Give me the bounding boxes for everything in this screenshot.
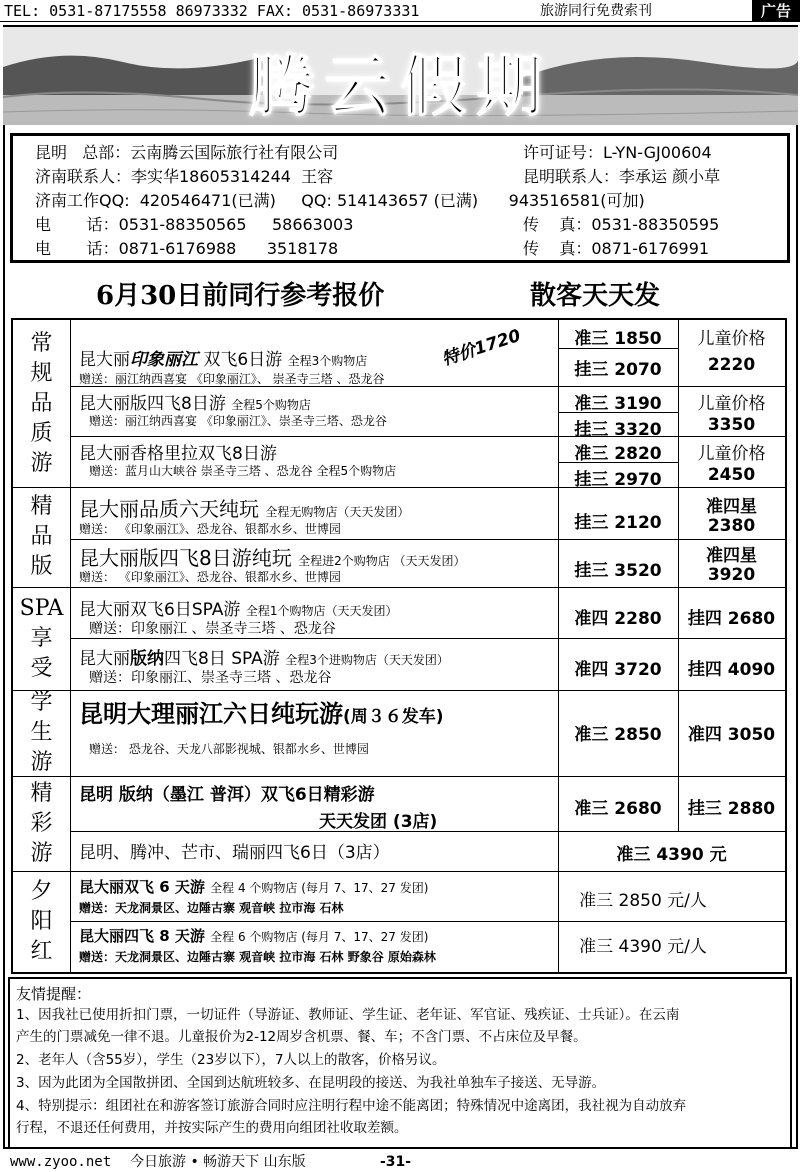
fax-line-2: 传 真：0871-6176991 [523, 239, 710, 258]
phone-line-1: 电 话：0531-88350565 58663003 [35, 215, 354, 234]
tour-8-price-a: 准三 2850 [574, 725, 662, 745]
category-exciting [13, 776, 71, 871]
tour-11-gift: 赠送：天龙洞景区、边陲古寨 观音峡 拉市海 石林 [79, 901, 344, 915]
tour-3-child-price: 2450 [707, 465, 756, 485]
reminder-title: 友情提醒： [16, 985, 92, 1003]
tour-8-name: 昆明大理丽江六日纯玩游(周３６发车) [79, 700, 444, 728]
tour-2-price-b: 挂三 3320 [574, 420, 662, 440]
tour-9-sub: 天天发团 (3店) [319, 812, 438, 832]
reminder-box [8, 977, 792, 1149]
tour-6-gift: 赠送：印象丽江 、崇圣寺三塔 、恐龙谷 [89, 621, 336, 637]
tour-2-gift: 赠送：丽江纳西喜宴 《印象丽江》、崇圣寺三塔、恐龙谷 [89, 414, 387, 428]
tour-1-price-a: 准三 1850 [574, 329, 662, 349]
tour-12-gift: 赠送：天龙洞景区、边陲古寨 观音峡 拉市海 石林 野象谷 原始森林 [79, 950, 436, 964]
tour-9-price-a: 准三 2680 [574, 799, 662, 819]
tour-4-name: 昆大丽品质六天纯玩 全程无购物店（天天发团） [79, 497, 410, 521]
tour-9-name: 昆明 版纳（墨江 普洱）双飞6日精彩游 [79, 785, 375, 805]
category-char: 生 [30, 720, 53, 745]
category-char: 常 [30, 330, 53, 356]
tour-6-price-a: 准四 2280 [574, 609, 662, 629]
tour-1-child-label: 儿童价格 [697, 329, 766, 349]
category-regular [13, 320, 71, 487]
tour-4-price-a: 挂三 2120 [574, 513, 662, 533]
phone-line-2: 电 话：0871-6176988 3518178 [35, 239, 339, 258]
hq-line: 昆明 总部：云南腾云国际旅行社有限公司 [35, 143, 339, 162]
category-spa [13, 587, 71, 690]
tour-10-name: 昆明、腾冲、芒市、瑞丽四飞6日（3店） [79, 843, 390, 863]
reminder-4a: 4、特别提示：组团社在和游客签订旅游合同时应注明行程中途不能离团；特殊情况中途离团，我社视为自动放弃 [16, 1098, 687, 1114]
category-char: 规 [30, 360, 53, 386]
tour-12-name: 昆大丽四飞 8 天游 全程 6 个购物店 (每月 7、17、27 发团) [79, 927, 429, 945]
category-char: 游 [30, 450, 53, 476]
tour-9-price-b: 挂三 2880 [687, 799, 776, 819]
category-student [13, 690, 71, 776]
tour-2-name: 昆大丽版四飞8日游 全程5个购物店 [79, 394, 311, 414]
category-char: 质 [30, 420, 53, 446]
tour-4-gift: 赠送： 《印象丽江》、恐龙谷、银都水乡、世博园 [79, 522, 341, 536]
tour-12-price: 准三 4390 元/人 [579, 937, 707, 957]
tour-6-price-b: 挂四 2680 [687, 609, 776, 629]
tour-3-price-a: 准三 2820 [574, 444, 662, 464]
reminder-2: 2、老年人（含55岁），学生（23岁以下），7人以上的散客，价格另议。 [16, 1052, 446, 1068]
tour-2-child-label: 儿童价格 [697, 394, 766, 414]
category-char: 精 [30, 494, 53, 519]
tour-3-price-b: 挂三 2970 [574, 470, 662, 490]
tour-8-gift: 赠送： 恐龙谷、天龙八部影视城、银都水乡、世博园 [89, 742, 369, 756]
category-char: 享 [30, 625, 53, 651]
category-char: 品 [30, 390, 53, 416]
banner [3, 27, 798, 125]
tour-2-child-price: 3350 [707, 415, 756, 435]
reminder-1b: 产生的门票减免一律不退。儿童报价为2-12周岁含机票、餐、车；不含门票、不占床位及早餐。 [16, 1029, 587, 1045]
tour-3-gift: 赠送：蓝月山大峡谷 崇圣寺三塔 、恐龙谷 全程5个购物店 [89, 464, 397, 478]
footer [0, 1152, 800, 1172]
page-number: -31- [380, 1154, 412, 1170]
brand-title: 腾云假期 [248, 47, 553, 125]
tour-6-name: 昆大丽双飞6日SPA游 全程1个购物店（天天发团） [79, 600, 398, 620]
reminder-4b: 行程，不退还任何费用，并按实际产生的费用向组团社收取差额。 [16, 1120, 408, 1136]
category-char: 红 [30, 938, 53, 964]
category-char: 精 [30, 780, 53, 806]
tour-10-price: 准三 4390 元 [616, 845, 727, 865]
ad-tag: 广告 [752, 0, 800, 22]
category-senior [13, 871, 71, 972]
jinan-contact: 济南联系人：李实华18605314244 王容 [35, 167, 334, 186]
tour-7-gift: 赠送：印象丽江、崇圣寺三塔 、恐龙谷 [89, 670, 332, 686]
tour-3-child-label: 儿童价格 [697, 444, 766, 464]
category-char: 游 [30, 750, 53, 775]
tour-8-price-b: 准四 3050 [687, 725, 776, 745]
category-char: 学 [30, 690, 53, 715]
category-char: 受 [30, 655, 53, 681]
tour-4-star-price: 2380 [707, 516, 756, 536]
qq-line: 济南工作QQ: 420546471(已满) QQ: 514143657 (已满) 943516581(可加) [35, 191, 645, 210]
category-char: 版 [30, 554, 53, 579]
footer-slogan: 今日旅游 • 畅游天下 山东版 [130, 1154, 306, 1170]
price-headline [0, 271, 800, 311]
tour-4-star-label: 准四星 [706, 497, 757, 517]
tour-3-name: 昆大丽香格里拉双飞8日游 [79, 444, 277, 464]
category-char: 彩 [30, 810, 53, 836]
category-char: 品 [30, 524, 53, 549]
reminder-1a: 1、因我社已使用折扣门票，一切证件（导游证、教师证、学生证、老年证、军官证、残疾证、士兵证）。在云南 [16, 1007, 680, 1023]
category-char: 夕 [30, 878, 53, 904]
tour-1-child-price: 2220 [707, 355, 756, 375]
tour-2-price-a: 准三 3190 [574, 394, 662, 414]
tour-11-name: 昆大丽双飞 6 天游 全程 4 个购物店 (每月 7、17、27 发团) [79, 878, 429, 896]
publication-name: 旅游同行免费索刊 [540, 3, 652, 19]
fax-line-1: 传 真：0531-88350595 [523, 215, 720, 234]
tour-5-gift: 赠送： 《印象丽江》、恐龙谷、银都水乡、世博园 [79, 570, 341, 584]
tour-7-price-b: 挂四 4090 [687, 660, 776, 680]
tour-11-price: 准三 2850 元/人 [579, 891, 707, 911]
header-contact: TEL: 0531-87175558 86973332 FAX: 0531-86973331 [4, 2, 420, 20]
tour-7-name: 昆大丽版纳四飞8日 SPA游 全程3个进购物店（天天发团） [79, 649, 449, 669]
category-char: 游 [30, 840, 53, 866]
headline-daily: 散客天天发 [530, 281, 661, 311]
special-price-stamp: 特价1720 [439, 325, 524, 370]
tour-1-name: 昆大丽印象丽江 双飞6日游 全程3个购物店 [79, 350, 368, 370]
category-char: 阳 [30, 908, 53, 934]
footer-site: www.zyoo.net [10, 1154, 112, 1170]
tour-7-price-a: 准四 3720 [574, 660, 662, 680]
license-line: 许可证号：L-YN-GJ00604 [523, 143, 712, 162]
category-premium [13, 487, 71, 587]
tour-5-star-price: 3920 [707, 565, 756, 585]
tour-1-gift: 赠送：丽江纳西喜宴 《印象丽江》、 崇圣寺三塔 、恐龙谷 [79, 372, 385, 386]
price-table [11, 318, 787, 974]
tour-5-name: 昆大丽版四飞8日游纯玩 全程进2个购物店 （天天发团） [79, 546, 466, 570]
tour-5-price-a: 挂三 3520 [574, 561, 662, 581]
top-bar [0, 0, 800, 22]
tour-1-price-b: 挂三 2070 [574, 360, 662, 380]
contact-box [10, 133, 790, 263]
tour-5-star-label: 准四星 [706, 546, 757, 566]
reminder-3: 3、因为此团为全国散拼团、全国到达航班较多、在昆明段的接送、为我社单独车子接送、无导游。 [16, 1075, 606, 1091]
category-char: SPA [19, 595, 64, 621]
headline-date: 6月30日前同行参考报价 [96, 281, 385, 311]
kunming-contact: 昆明联系人：李承运 颜小草 [523, 167, 721, 186]
